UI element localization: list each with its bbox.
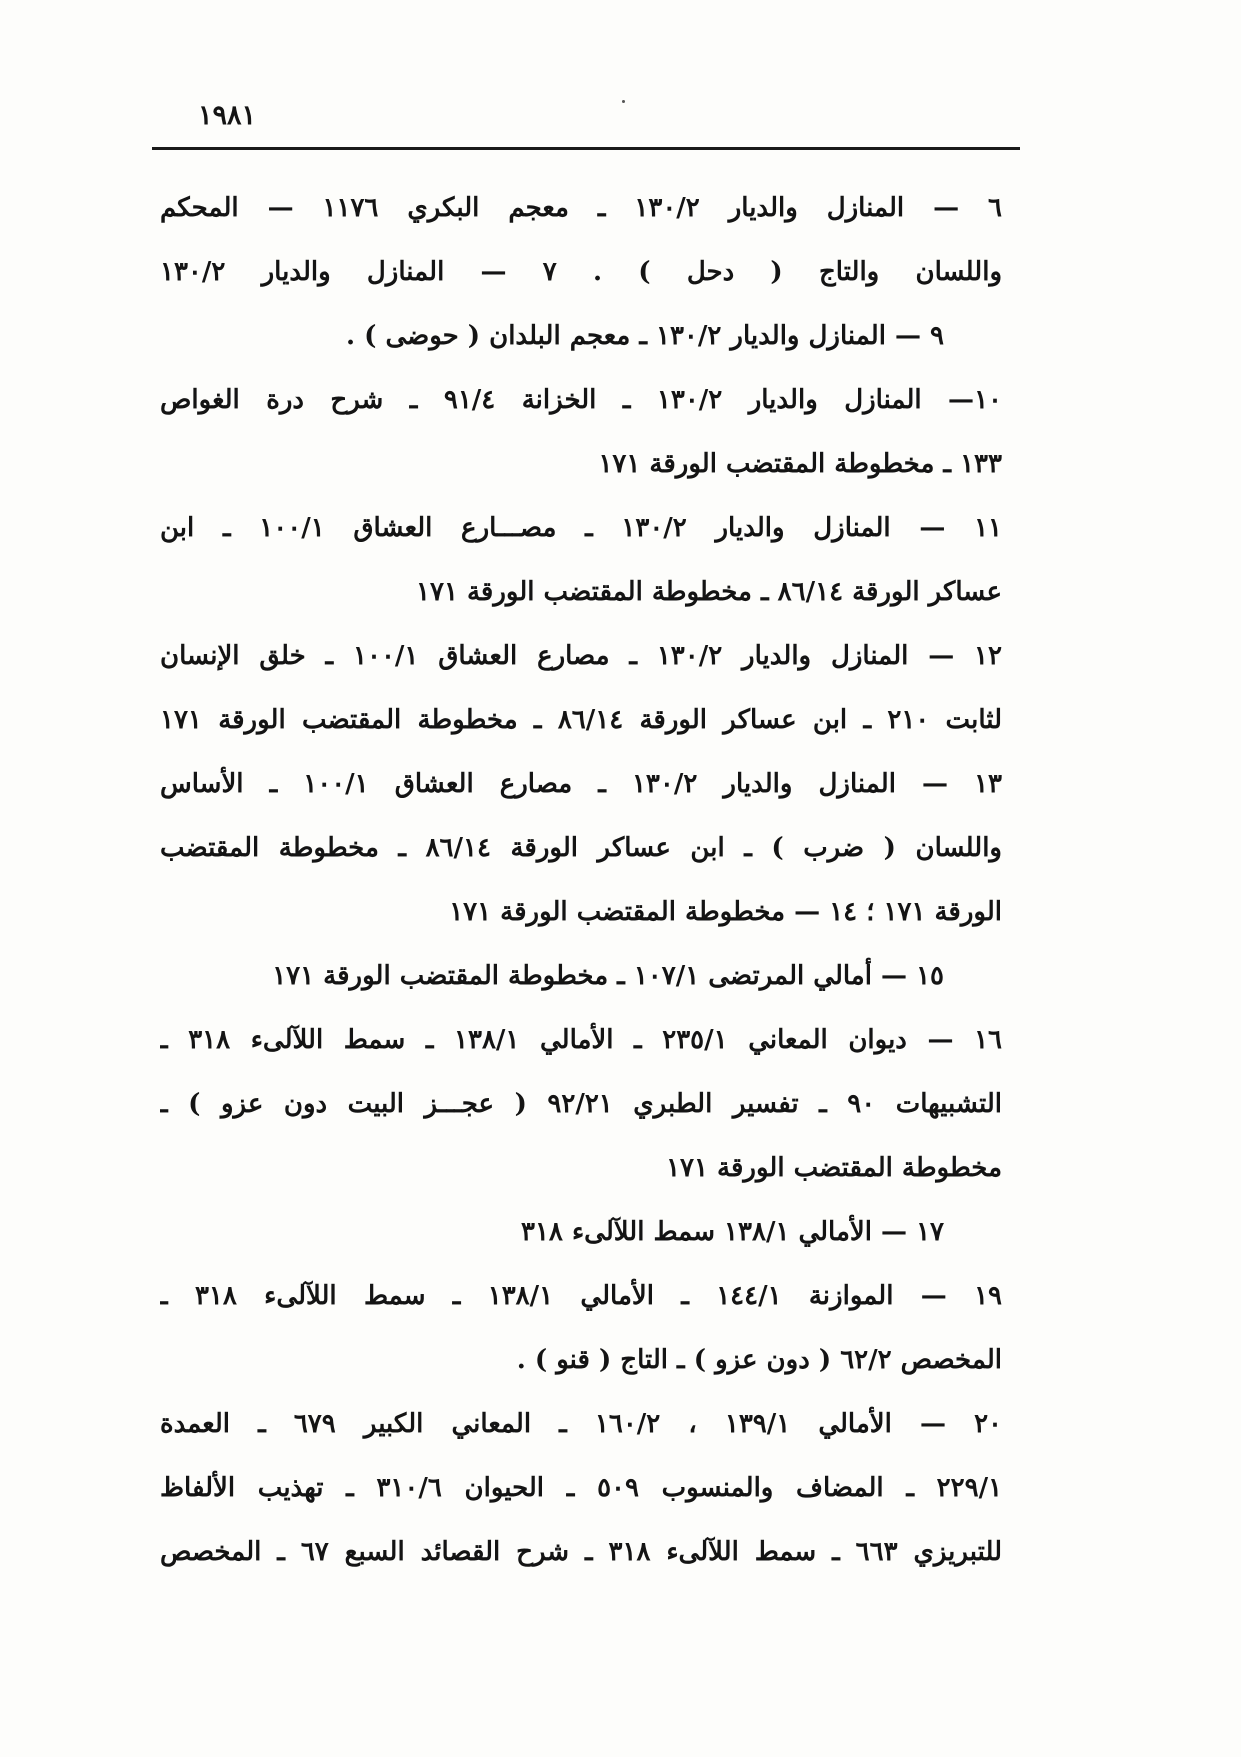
text-line: ١٢ — المنازل والديار ١٣٠/٢ ـ مصارع العشاق ١٠٠/١ ـ خلق الإنسان	[160, 641, 1002, 671]
text-line: ١١ — المنازل والديار ١٣٠/٢ ـ مصـــارع العشاق ١٠٠/١ ـ ابن	[160, 513, 1002, 543]
text-line: ١٣٣ ـ مخطوطة المقتضب الورقة ١٧١	[598, 449, 1002, 479]
text-line: واللسان ( ضرب ) ـ ابن عساكر الورقة ٨٦/١٤ ـ مخطوطة المقتضب	[160, 833, 1002, 863]
text-line: ١٧ — الأمالي ١٣٨/١ سمط اللآلىء ٣١٨	[521, 1217, 944, 1247]
text-line: ٩ — المنازل والديار ١٣٠/٢ ـ معجم البلدان ( حوضى ) .	[345, 321, 944, 351]
scan-speck	[622, 100, 625, 103]
text-line: واللسان والتاج ( دحل ) . ٧ — المنازل والديار ١٣٠/٢	[160, 257, 1002, 287]
page-number: ١٩٨١	[198, 100, 257, 131]
text-line: ١٣ — المنازل والديار ١٣٠/٢ ـ مصارع العشاق ١٠٠/١ ـ الأساس	[160, 769, 1002, 799]
text-line: ١٩ — الموازنة ١٤٤/١ ـ الأمالي ١٣٨/١ ـ سمط اللآلىء ٣١٨ ـ	[160, 1281, 1002, 1311]
text-line: ٦ — المنازل والديار ١٣٠/٢ ـ معجم البكري ١١٧٦ — المحكم	[160, 193, 1002, 223]
text-line: لثابت ٢١٠ ـ ابن عساكر الورقة ٨٦/١٤ ـ مخطوطة المقتضب الورقة ١٧١	[160, 705, 1002, 735]
header-rule	[152, 147, 1020, 150]
text-line: الورقة ١٧١ ؛ ١٤ — مخطوطة المقتضب الورقة ١٧١	[449, 897, 1002, 927]
text-line: ١٦ — ديوان المعاني ٢٣٥/١ ـ الأمالي ١٣٨/١ ـ سمط اللآلىء ٣١٨ ـ	[160, 1025, 1002, 1055]
text-line: المخصص ٦٢/٢ ( دون عزو ) ـ التاج ( قنو ) .	[516, 1345, 1002, 1375]
text-line: ١٠— المنازل والديار ١٣٠/٢ ـ الخزانة ٩١/٤ ـ شرح درة الغواص	[160, 385, 1002, 415]
text-line: عساكر الورقة ٨٦/١٤ ـ مخطوطة المقتضب الورقة ١٧١	[416, 577, 1002, 607]
text-line: مخطوطة المقتضب الورقة ١٧١	[666, 1153, 1002, 1183]
text-line: ٢٠ — الأمالي ١٣٩/١ ، ١٦٠/٢ ـ المعاني الكبير ٦٧٩ ـ العمدة	[160, 1409, 1002, 1439]
text-line: ٢٢٩/١ ـ المضاف والمنسوب ٥٠٩ ـ الحيوان ٣١٠/٦ ـ تهذيب الألفاظ	[160, 1473, 1002, 1503]
text-line: ١٥ — أمالي المرتضى ١٠٧/١ ـ مخطوطة المقتضب الورقة ١٧١	[272, 961, 944, 991]
footnotes-body	[160, 176, 1002, 1584]
text-line: التشبيهات ٩٠ ـ تفسير الطبري ٩٢/٢١ ( عجـــز البيت دون عزو ) ـ	[160, 1089, 1002, 1119]
text-line: للتبريزي ٦٦٣ ـ سمط اللآلىء ٣١٨ ـ شرح القصائد السبع ٦٧ ـ المخصص	[160, 1537, 1002, 1567]
